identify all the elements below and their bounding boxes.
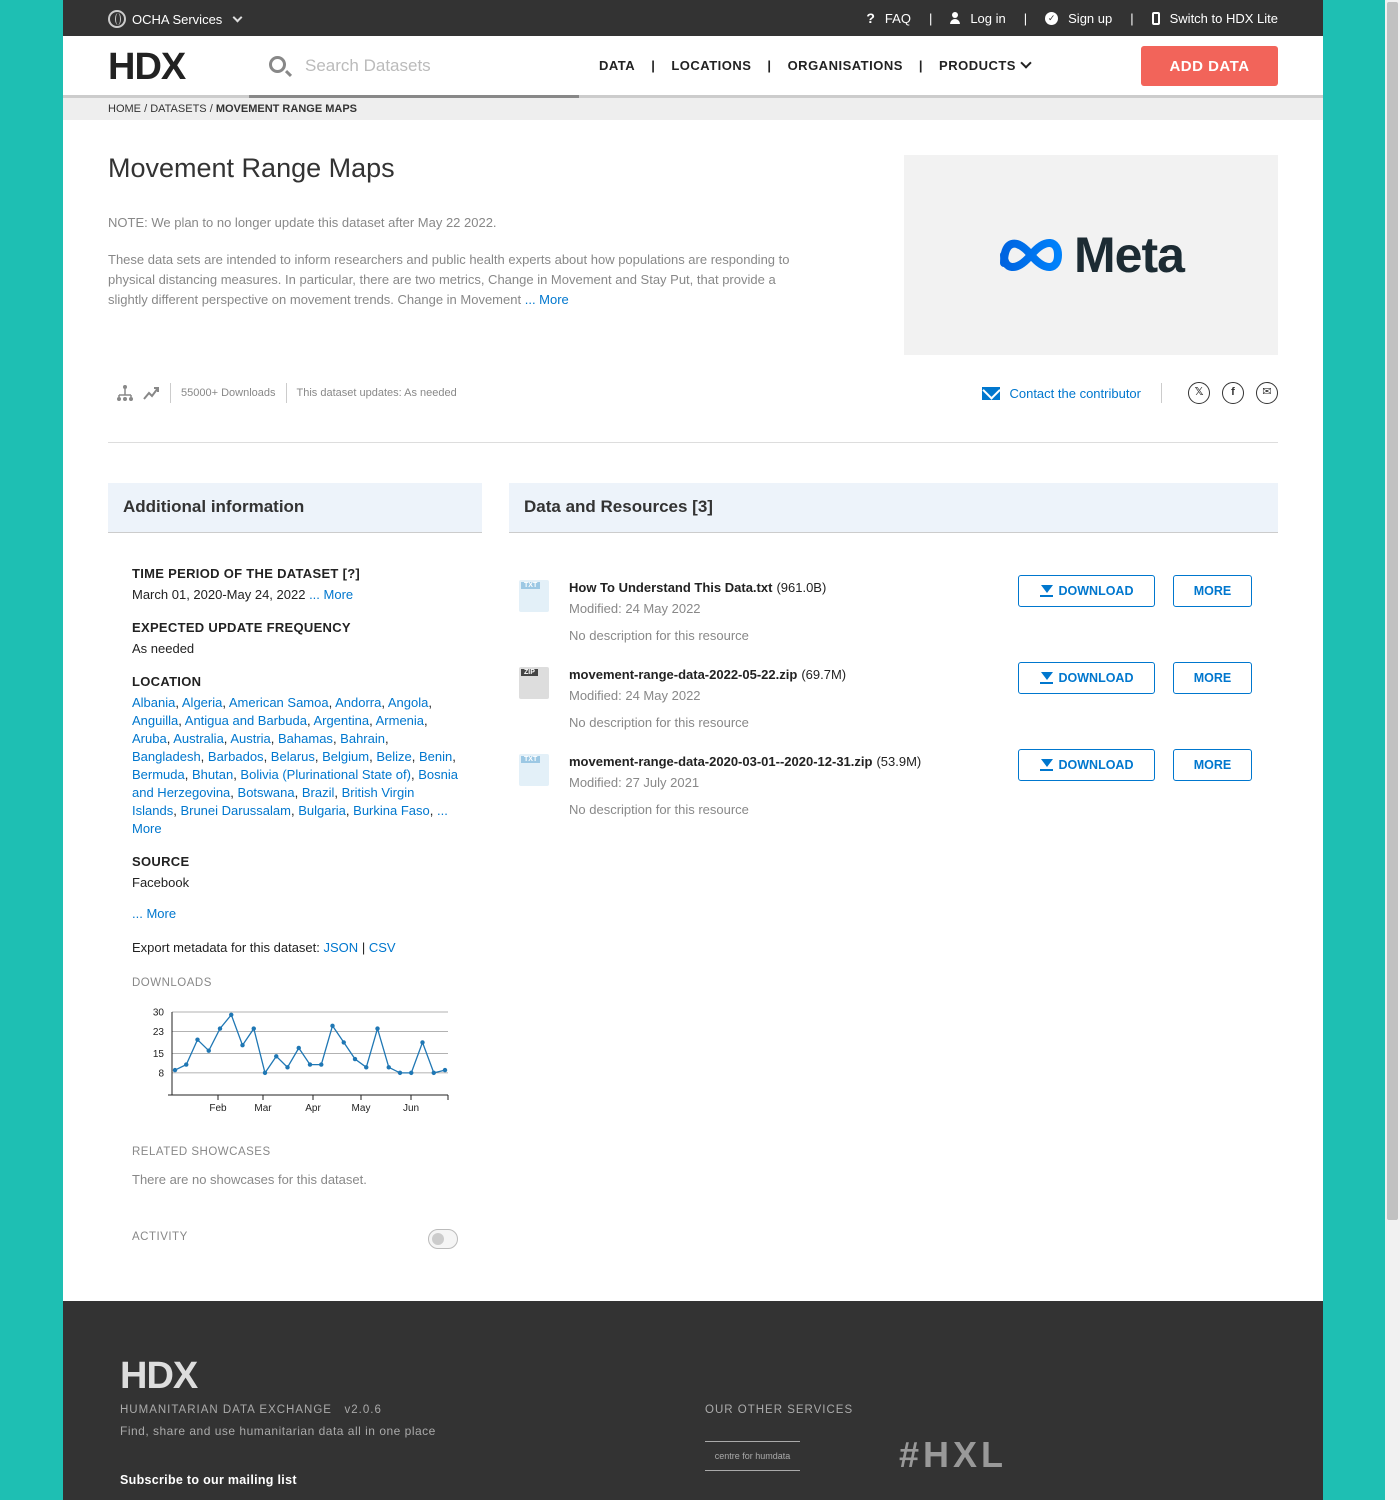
resource-description: No description for this resource: [569, 802, 749, 817]
separator: |: [928, 10, 933, 26]
chart-point: [387, 1065, 391, 1069]
file-type-tag: TXT: [521, 756, 540, 763]
location-link[interactable]: Bhutan: [191, 767, 234, 782]
location-link[interactable]: Burkina Faso: [353, 803, 430, 818]
location-link[interactable]: Bosnia and Herzegovina: [132, 767, 458, 800]
divider: [286, 383, 287, 403]
download-count: 55000+ Downloads: [181, 387, 276, 399]
chart-point: [195, 1037, 199, 1041]
login-label: Log in: [970, 10, 1006, 26]
meta-infinity-icon: [998, 233, 1064, 277]
location-link[interactable]: Brunei Darussalam: [180, 803, 291, 818]
resource-size: (69.7M): [801, 667, 847, 682]
time-period-text: March 01, 2020-May 24, 2022: [132, 587, 306, 602]
separator: |: [1130, 10, 1134, 26]
phone-icon: [1152, 12, 1160, 25]
download-button[interactable]: [1018, 575, 1155, 607]
search-box: [249, 36, 579, 98]
divider: [108, 442, 1278, 443]
separator: |: [767, 58, 772, 73]
location-link[interactable]: Algeria: [181, 695, 223, 710]
location-link[interactable]: Bermuda: [132, 767, 185, 782]
file-type-tag: ZIP: [521, 669, 538, 676]
meta-logo: [998, 226, 1184, 284]
location-link[interactable]: Bahrain: [340, 731, 385, 746]
download-icon: [1040, 759, 1053, 771]
page: [63, 0, 1323, 1500]
chart-point: [218, 1026, 222, 1030]
chart-point: [420, 1040, 424, 1044]
showcases-value: There are no showcases for this dataset.: [132, 1172, 367, 1187]
resource-filename: movement-range-data-2020-03-01--2020-12-31.zip: [569, 754, 873, 769]
hdx-lite-label: Switch to HDX Lite: [1169, 10, 1278, 26]
x-share-icon[interactable]: 𝕏: [1188, 382, 1210, 404]
location-link[interactable]: Anguilla: [132, 713, 179, 728]
resource-name[interactable]: [569, 667, 846, 682]
download-icon: [1040, 672, 1053, 684]
location-link[interactable]: Austria: [230, 731, 271, 746]
chart-point: [432, 1071, 436, 1075]
chevron-down-icon: [233, 12, 243, 22]
export-separator: |: [361, 940, 366, 955]
time-period-label: TIME PERIOD OF THE DATASET [?]: [132, 566, 361, 581]
breadcrumb-separator: /: [209, 103, 213, 115]
download-button[interactable]: [1018, 749, 1155, 781]
facebook-share-icon[interactable]: f: [1222, 382, 1244, 404]
chart-point: [364, 1065, 368, 1069]
chart-x-tick-label: Jun: [402, 1103, 420, 1114]
location-label: LOCATION: [132, 674, 202, 689]
download-label: DOWNLOAD: [1058, 671, 1134, 685]
location-link[interactable]: Armenia: [375, 713, 425, 728]
activity-row: [132, 1229, 462, 1251]
export-label: Export metadata for this dataset:: [132, 940, 320, 955]
update-frequency-label: EXPECTED UPDATE FREQUENCY: [132, 620, 351, 635]
dataset-stats: [108, 380, 1278, 406]
description-text: These data sets are intended to inform researchers and public health experts about how populations are responding to physical distancing measures. In particular, there are two metrics, Change in Movement and Stay Put, that provide a slightly different perspective on movement trends. Change in Movement: [108, 252, 790, 307]
downloads-label: DOWNLOADS: [132, 977, 212, 989]
location-link[interactable]: Barbados: [207, 749, 264, 764]
chart-point: [353, 1057, 357, 1061]
chart-x-tick-label: Feb: [209, 1103, 227, 1114]
location-link[interactable]: British Virgin Islands: [132, 785, 415, 818]
nav-locations[interactable]: LOCATIONS: [671, 58, 752, 73]
resource-name[interactable]: [569, 754, 921, 769]
email-share-icon[interactable]: ✉: [1256, 382, 1278, 404]
organisation-logo[interactable]: [904, 155, 1278, 355]
chart-y-tick-label: 23: [152, 1026, 164, 1038]
location-link[interactable]: Botswana: [237, 785, 295, 800]
location-link[interactable]: Angola: [387, 695, 429, 710]
chart-point: [229, 1013, 233, 1017]
chart-point: [173, 1068, 177, 1072]
chart-point: [297, 1046, 301, 1050]
user-icon: [950, 12, 960, 24]
chart-y-tick-label: 30: [152, 1007, 164, 1019]
divider: [1161, 383, 1162, 403]
resource-size: (961.0B): [776, 580, 827, 595]
location-link[interactable]: Bulgaria: [298, 803, 346, 818]
location-link[interactable]: Antigua and Barbuda: [184, 713, 307, 728]
footer-tagline: HUMANITARIAN DATA EXCHANGE v2.0.6: [120, 1404, 382, 1416]
breadcrumb-home[interactable]: HOME: [108, 103, 141, 115]
download-icon: [1040, 585, 1053, 597]
export-csv-link[interactable]: CSV: [368, 940, 396, 955]
hdx-lite-link[interactable]: [1152, 11, 1278, 26]
download-label: DOWNLOAD: [1058, 584, 1134, 598]
description-more-link[interactable]: ... More: [524, 292, 569, 307]
update-frequency: This dataset updates: As needed: [296, 387, 457, 399]
location-link[interactable]: Belize: [376, 749, 412, 764]
footer: [63, 1301, 1323, 1500]
other-services-label: OUR OTHER SERVICES: [705, 1404, 854, 1416]
downloads-chart: [132, 1000, 462, 1120]
contact-contributor-link[interactable]: Contact the contributor: [1009, 385, 1141, 401]
update-frequency-value: As needed: [132, 641, 195, 656]
check-circle-icon: ✓: [1045, 12, 1058, 25]
chart-point: [409, 1071, 413, 1075]
location-link[interactable]: Aruba: [132, 731, 167, 746]
top-links: [866, 10, 1278, 26]
chart-point: [342, 1040, 346, 1044]
download-button[interactable]: [1018, 662, 1155, 694]
chart-point: [319, 1062, 323, 1066]
search-icon[interactable]: [269, 56, 286, 73]
location-link[interactable]: Bangladesh: [132, 749, 201, 764]
location-link[interactable]: Australia: [173, 731, 224, 746]
breadcrumb-separator: /: [144, 103, 148, 115]
location-link[interactable]: Andorra: [335, 695, 382, 710]
export-metadata: [132, 940, 462, 955]
export-json-link[interactable]: JSON: [323, 940, 359, 955]
location-link[interactable]: Brazil: [301, 785, 335, 800]
breadcrumb: [63, 98, 1323, 120]
location-link[interactable]: Belgium: [322, 749, 370, 764]
chart-point: [263, 1071, 267, 1075]
question-icon: ?: [866, 10, 875, 26]
activity-toggle[interactable]: [428, 1229, 458, 1249]
main-nav: [599, 58, 1030, 73]
signup-link[interactable]: [1045, 11, 1112, 26]
ocha-services-menu[interactable]: [108, 10, 241, 28]
divider: [170, 383, 171, 403]
scrollbar-thumb[interactable]: [1387, 2, 1398, 1220]
chart-y-tick-label: 15: [152, 1049, 164, 1060]
centre-for-humdata-logo[interactable]: centre for humdata: [705, 1441, 800, 1471]
separator: |: [918, 58, 924, 73]
location-more-link[interactable]: ... More: [132, 803, 448, 836]
resource-item: [509, 667, 1278, 747]
resource-modified: Modified: 24 May 2022: [569, 601, 701, 616]
location-link[interactable]: Albania: [132, 695, 176, 710]
chart-x-tick-label: Apr: [305, 1103, 321, 1114]
resource-description: No description for this resource: [569, 715, 749, 730]
related-showcases: [132, 1146, 462, 1187]
hxl-logo[interactable]: #HXL: [899, 1434, 1008, 1475]
file-type-tag: TXT: [521, 582, 540, 589]
additional-info-heading: Additional information: [108, 483, 482, 533]
chart-point: [274, 1054, 278, 1058]
nav-data[interactable]: DATA: [599, 58, 636, 73]
location-link[interactable]: Benin: [418, 749, 453, 764]
more-info-link[interactable]: ... More: [132, 906, 177, 921]
trend-icon[interactable]: [142, 384, 160, 402]
chart-point: [330, 1024, 334, 1028]
source-value: Facebook: [132, 875, 190, 890]
download-label: DOWNLOAD: [1058, 758, 1134, 772]
footer-hdx-logo[interactable]: HDX: [120, 1355, 198, 1397]
chart-point: [285, 1065, 289, 1069]
resource-filename: How To Understand This Data.txt: [569, 580, 773, 595]
resource-item: [509, 580, 1278, 660]
chart-point: [184, 1062, 188, 1066]
nav-products[interactable]: PRODUCTS: [939, 58, 1016, 73]
chart-point: [398, 1071, 402, 1075]
nav-organisations[interactable]: ORGANISATIONS: [787, 58, 903, 73]
more-button[interactable]: MORE: [1173, 749, 1252, 781]
hdx-logo[interactable]: HDX: [108, 46, 186, 88]
location-link[interactable]: Belarus: [270, 749, 315, 764]
resource-modified: Modified: 27 July 2021: [569, 775, 700, 790]
resources-heading: Data and Resources [3]: [509, 483, 1278, 533]
zip-file-icon: [519, 667, 549, 699]
chart-point: [443, 1068, 447, 1072]
source-label: SOURCE: [132, 854, 190, 869]
main-header: [63, 36, 1323, 98]
un-globe-icon: [108, 10, 126, 28]
location-link[interactable]: American Samoa: [228, 695, 329, 710]
resource-filename: movement-range-data-2022-05-22.zip: [569, 667, 798, 682]
separator: |: [1023, 10, 1028, 26]
sitemap-icon[interactable]: [116, 384, 134, 402]
breadcrumb-current: MOVEMENT RANGE MAPS: [215, 103, 357, 115]
resource-modified: Modified: 24 May 2022: [569, 688, 701, 703]
faq-link[interactable]: [866, 10, 911, 26]
resource-item: [509, 754, 1278, 834]
additional-info: [132, 566, 462, 989]
showcases-label: RELATED SHOWCASES: [132, 1146, 271, 1158]
meta-wordmark: Meta: [1074, 227, 1184, 283]
scrollbar[interactable]: [1385, 0, 1400, 1500]
signup-label: Sign up: [1068, 10, 1113, 26]
time-period-more-link[interactable]: ... More: [309, 587, 354, 602]
more-button[interactable]: MORE: [1173, 575, 1252, 607]
top-bar: [63, 0, 1323, 36]
dataset-note: NOTE: We plan to no longer update this dataset after May 22 2022.: [108, 215, 497, 230]
resource-name[interactable]: [569, 580, 826, 595]
chart-y-tick-label: 8: [158, 1068, 164, 1080]
chart-x-tick-label: Mar: [254, 1103, 272, 1114]
footer-description: Find, share and use humanitarian data all in one place: [120, 1424, 436, 1438]
mail-icon: [982, 387, 1000, 400]
txt-file-icon: [519, 754, 549, 786]
resource-description: No description for this resource: [569, 628, 749, 643]
more-button[interactable]: MORE: [1173, 662, 1252, 694]
location-link[interactable]: Argentina: [313, 713, 370, 728]
location-list: Albania, Algeria, American Samoa, Andorra, Angola, Anguilla, Antigua and Barbuda, Argentina, Armenia, Aruba, Australia, Austria, Bahamas, Bahrain, Bangladesh, Barbados, Belarus, Belgium, Belize, Benin, Bermuda, Bhutan, Bolivia (Plurinational State of), Bosnia and Herzegovina, Botswana, Brazil, British Virgin Islands, Brunei Darussalam, Bulgaria, Burkina Faso, ... More: [132, 695, 458, 836]
chart-point: [308, 1062, 312, 1066]
chart-x-tick-label: May: [351, 1103, 371, 1114]
location-link[interactable]: Bahamas: [278, 731, 333, 746]
dataset-description: [108, 250, 808, 310]
ocha-services-label: OCHA Services: [132, 11, 223, 27]
page-title: Movement Range Maps: [108, 153, 395, 183]
resource-size: (53.9M): [876, 754, 922, 769]
mailing-list-heading: Subscribe to our mailing list: [120, 1473, 297, 1487]
search-input[interactable]: [305, 52, 565, 80]
time-period-value: [132, 586, 462, 604]
add-data-button[interactable]: ADD DATA: [1141, 46, 1278, 86]
separator: |: [651, 58, 656, 73]
activity-label: ACTIVITY: [132, 1231, 188, 1243]
chart-point: [252, 1026, 256, 1030]
location-link[interactable]: Bolivia (Plurinational State of): [240, 767, 411, 782]
chevron-down-icon[interactable]: [1020, 57, 1031, 68]
breadcrumb-datasets[interactable]: DATASETS: [150, 103, 207, 115]
txt-file-icon: [519, 580, 549, 612]
chart-point: [240, 1043, 244, 1047]
chart-point: [375, 1026, 379, 1030]
chart-point: [207, 1049, 211, 1053]
login-link[interactable]: [950, 11, 1005, 26]
faq-label: FAQ: [884, 10, 911, 26]
